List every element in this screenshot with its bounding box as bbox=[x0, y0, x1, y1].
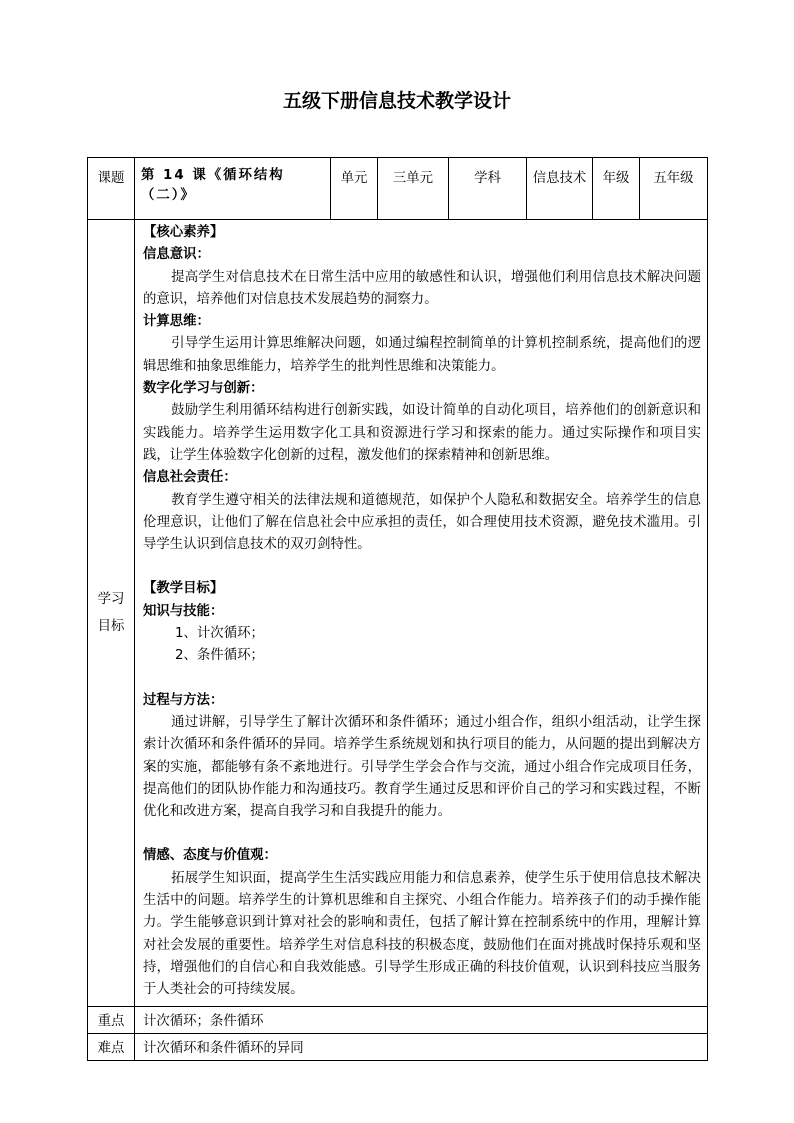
spacer bbox=[143, 823, 701, 845]
emotion-values-title: 情感、态度与价值观： bbox=[143, 848, 277, 864]
key-points-row bbox=[88, 1006, 708, 1033]
objectives-label-text: 学习目标 bbox=[97, 591, 125, 634]
computational-thinking-text: 引导学生运用计算思维解决问题，如通过编程控制简单的计算机控制系统，提高他们的逻辑思维和抽象思维能力，培养学生的批判性思维和决策能力。 bbox=[143, 336, 701, 374]
document-title: 五级下册信息技术教学设计 bbox=[282, 90, 511, 112]
digital-learning-title: 数字化学习与创新： bbox=[143, 381, 264, 397]
difficulties-label: 难点 bbox=[88, 1033, 135, 1060]
key-points-value: 计次循环；条件循环 bbox=[135, 1006, 708, 1033]
lesson-label: 课题 bbox=[88, 158, 135, 220]
spacer bbox=[143, 668, 701, 690]
computational-thinking-title: 计算思维： bbox=[143, 314, 210, 330]
header-row bbox=[88, 158, 708, 220]
teaching-goals-heading: 【教学目标】 bbox=[143, 581, 224, 597]
key-points-label: 重点 bbox=[88, 1006, 135, 1033]
objectives-content bbox=[135, 220, 708, 1007]
core-literacy-heading: 【核心素养】 bbox=[143, 225, 224, 240]
knowledge-item-2: 2、条件循环； bbox=[175, 648, 264, 664]
lesson-plan-table bbox=[87, 157, 708, 1061]
knowledge-item-1: 1、计次循环； bbox=[175, 626, 264, 642]
info-awareness-title: 信息意识： bbox=[143, 247, 210, 263]
objectives-label bbox=[88, 220, 135, 1007]
info-awareness-text: 提高学生对信息技术在日常生活中应用的敏感性和认识，增强他们利用信息技术解决问题的意识，培养他们对信息技术发展趋势的洞察力。 bbox=[143, 269, 701, 307]
social-responsibility-title: 信息社会责任： bbox=[143, 470, 237, 486]
emotion-values-text: 拓展学生知识面，提高学生生活实践应用能力和信息素养，使学生乐于使用信息技术解决生活中的问题。培养学生的计算机思维和自主探究、小组合作能力。培养孩子们的动手操作能力。学生能够意识到计算对社会的影响和责任，包括了解计算在控制系统中的作用，理解计算对社会发展的重要性。培养学生对信息科技的积极态度，鼓励他们在面对挑战时保持乐观和坚持，增强他们的自信心和自我效能感。引导学生形成正确的科技价值观，认识到科技应当服务于人类社会的可持续发展。 bbox=[143, 870, 701, 998]
unit-label: 单元 bbox=[331, 158, 378, 220]
grade-value: 五年级 bbox=[640, 158, 708, 220]
objectives-row bbox=[88, 220, 708, 1007]
difficulties-value: 计次循环和条件循环的异同 bbox=[135, 1033, 708, 1060]
process-methods-title: 过程与方法： bbox=[143, 692, 224, 708]
knowledge-skills-title: 知识与技能： bbox=[143, 603, 224, 619]
digital-learning-text: 鼓励学生利用循环结构进行创新实践，如设计简单的自动化项目，培养他们的创新意识和实践能力。培养学生运用数字化工具和资源进行学习和探索的能力。通过实际操作和项目实践，让学生体验数字化创新的过程，激发他们的探索精神和创新思维。 bbox=[143, 403, 701, 463]
unit-value: 三单元 bbox=[378, 158, 449, 220]
difficulties-row bbox=[88, 1033, 708, 1060]
subject-value: 信息技术 bbox=[527, 158, 593, 220]
process-methods-text: 通过讲解，引导学生了解计次循环和条件循环；通过小组合作，组织小组活动，让学生探索计次循环和条件循环的异同。培养学生系统规划和执行项目的能力，从问题的提出到解决方案的实施，都能够有条不紊地进行。引导学生学会合作与交流，通过小组合作完成项目任务，提高他们的团队协作能力和沟通技巧。教育学生通过反思和评价自己的学习和实践过程，不断优化和改进方案，提高自我学习和自我提升的能力。 bbox=[143, 714, 701, 820]
subject-label: 学科 bbox=[449, 158, 527, 220]
grade-label: 年级 bbox=[593, 158, 640, 220]
lesson-value: 第 14 课《循环结构（二）》 bbox=[135, 158, 331, 220]
social-responsibility-text: 教育学生遵守相关的法律法规和道德规范，如保护个人隐私和数据安全。培养学生的信息伦理意识，让他们了解在信息社会中应承担的责任，如合理使用技术资源，避免技术滥用。引导学生认识到信息技术的双刃剑特性。 bbox=[143, 492, 701, 553]
spacer bbox=[143, 556, 701, 578]
